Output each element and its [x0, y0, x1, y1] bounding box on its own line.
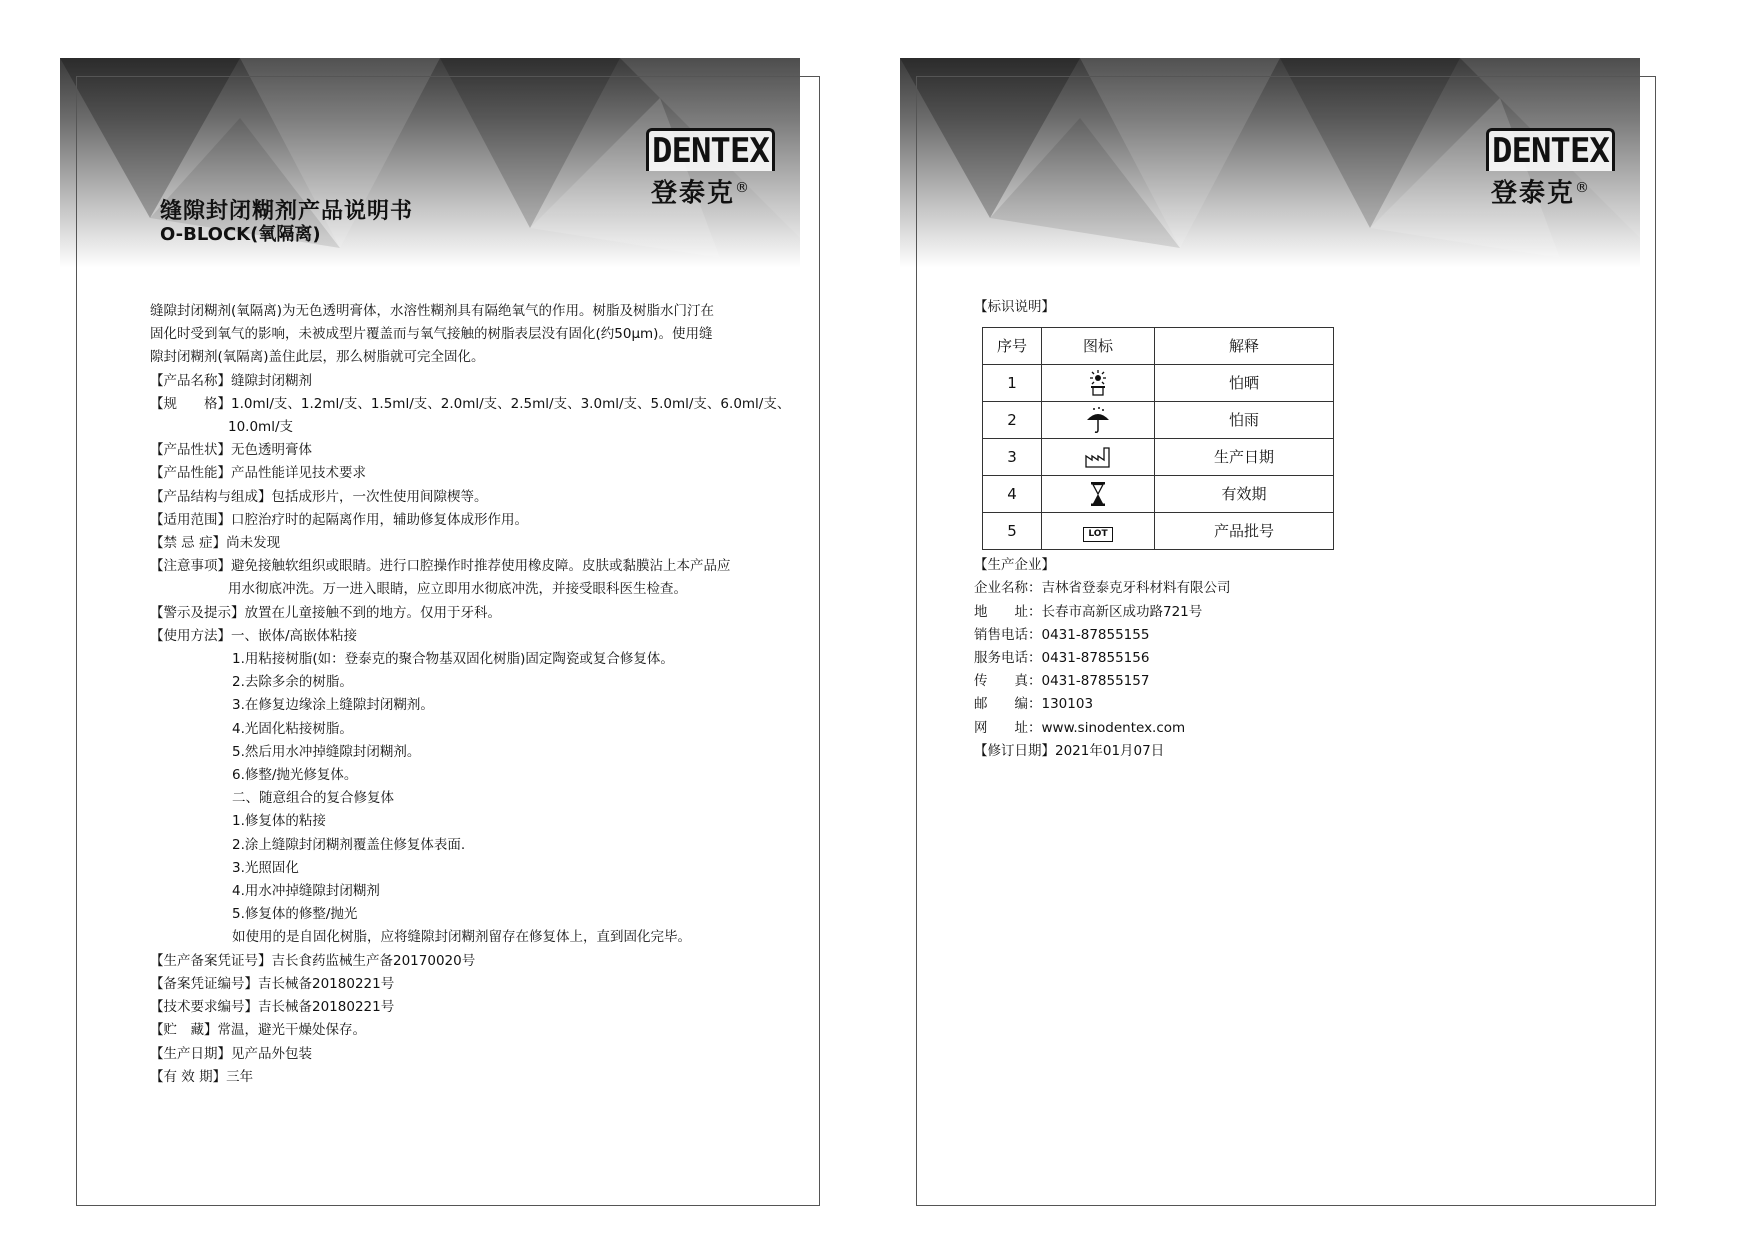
production-record-no: 【生产备案凭证号】吉长食药监械生产备20170020号 — [150, 952, 476, 969]
company-address: 地 址：长春市高新区成功路721号 — [974, 603, 1203, 620]
usage-step: 5.修复体的修整/抛光 — [232, 906, 358, 923]
usage-step: 1.用粘接树脂(如：登泰克的聚合物基双固化树脂)固定陶瓷或复合修复体。 — [232, 651, 674, 668]
application-scope: 【适用范围】口腔治疗时的起隔离作用，辅助修复体成形作用。 — [150, 511, 528, 528]
spec-line: 【规 格】1.0ml/支、1.2ml/支、1.5ml/支、2.0ml/支、2.5ml/支、3.0ml/支、5.0ml/支、6.0ml/支、 — [150, 395, 791, 412]
table-row — [983, 476, 1334, 513]
row-number: 5 — [983, 513, 1042, 550]
symbols-heading: 【标识说明】 — [974, 299, 1055, 315]
usage-step: 1.修复体的粘接 — [232, 813, 326, 830]
table-row — [983, 402, 1334, 439]
service-phone: 服务电话：0431-87855156 — [974, 650, 1150, 667]
symbols-table — [982, 327, 1334, 550]
intro-line: 固化时受到氧气的影响，未被成型片覆盖而与氧气接触的树脂表层没有固化(约50μm)。使用缝 — [150, 326, 713, 343]
intro-line: 隙封闭糊剂(氧隔离)盖住此层，那么树脂就可完全固化。 — [150, 349, 485, 366]
keep-away-from-sunlight-icon — [1042, 365, 1155, 402]
sales-phone: 销售电话：0431-87855155 — [974, 626, 1150, 643]
column-header: 图标 — [1042, 328, 1155, 365]
row-label: 产品批号 — [1155, 513, 1334, 550]
row-number: 4 — [983, 476, 1042, 513]
usage-step: 5.然后用水冲掉缝隙封闭糊剂。 — [232, 743, 421, 760]
right-page — [900, 58, 1640, 1203]
usage-subheading: 二、随意组合的复合修复体 — [232, 790, 394, 807]
table-row — [983, 513, 1334, 550]
brand-logo — [646, 128, 769, 209]
usage-step: 3.光照固化 — [232, 859, 299, 876]
intro-line: 缝隙封闭糊剂(氧隔离)为无色透明膏体，水溶性糊剂具有隔绝氧气的作用。树脂及树脂水门汀在 — [150, 303, 715, 319]
table-row — [983, 439, 1334, 476]
company-heading: 【生产企业】 — [974, 557, 1055, 574]
product-name: 【产品名称】缝隙封闭糊剂 — [150, 372, 312, 389]
usage-step: 2.去除多余的树脂。 — [232, 674, 353, 691]
spec-line-cont: 10.0ml/支 — [228, 419, 294, 436]
warning: 【警示及提示】放置在儿童接触不到的地方。仅用于牙科。 — [150, 604, 501, 621]
instructions-body — [150, 300, 791, 1089]
usage-note: 如使用的是自固化树脂，应将缝隙封闭糊剂留存在修复体上，直到固化完毕。 — [232, 929, 691, 946]
row-number: 1 — [983, 365, 1042, 402]
logo-chinese: 登泰克® — [1490, 178, 1591, 209]
keep-dry-umbrella-icon — [1042, 402, 1155, 439]
manufacture-date: 【生产日期】见产品外包装 — [150, 1045, 312, 1062]
tech-requirement-no: 【技术要求编号】吉长械备20180221号 — [150, 999, 395, 1016]
validity-period: 【有 效 期】三年 — [150, 1068, 254, 1085]
website: 网 址：www.sinodentex.com — [974, 719, 1186, 736]
usage-step: 4.用水冲掉缝隙封闭糊剂 — [232, 883, 380, 900]
row-label: 怕雨 — [1155, 402, 1334, 439]
column-header: 序号 — [983, 328, 1042, 365]
filing-certificate-no: 【备案凭证编号】吉长械备20180221号 — [150, 975, 395, 992]
fax-number: 传 真：0431-87855157 — [974, 673, 1150, 690]
caution-line-cont: 用水彻底冲洗。万一进入眼睛，应立即用水彻底冲洗，并接受眼科医生检查。 — [228, 581, 687, 598]
date-of-manufacture-icon — [1042, 439, 1155, 476]
revision-date: 【修订日期】2021年01月07日 — [974, 742, 1165, 759]
table-row — [983, 365, 1334, 402]
usage-heading: 【使用方法】一、嵌体/高嵌体粘接 — [150, 627, 358, 644]
table-header-row — [983, 328, 1334, 365]
product-property: 【产品性状】无色透明膏体 — [150, 442, 312, 459]
company-name: 企业名称：吉林省登泰克牙科材料有限公司 — [974, 580, 1231, 597]
page-subtitle: O-BLOCK(氧隔离) — [160, 224, 321, 245]
left-page — [60, 58, 800, 1203]
use-by-date-hourglass-icon — [1042, 476, 1155, 513]
row-label: 生产日期 — [1155, 439, 1334, 476]
row-label: 怕晒 — [1155, 365, 1334, 402]
storage: 【贮 藏】常温，避光干燥处保存。 — [150, 1022, 366, 1039]
row-number: 2 — [983, 402, 1042, 439]
brand-logo — [1486, 128, 1609, 209]
logo-wordmark: DENTEX — [1486, 128, 1615, 171]
contraindications: 【禁 忌 症】尚未发现 — [150, 535, 281, 552]
product-performance: 【产品性能】产品性能详见技术要求 — [150, 465, 366, 482]
caution-line: 【注意事项】避免接触软组织或眼睛。进行口腔操作时推荐使用橡皮障。皮肤或黏膜沾上本产品应 — [150, 558, 731, 575]
row-label: 有效期 — [1155, 476, 1334, 513]
logo-wordmark: DENTEX — [646, 128, 775, 171]
row-number: 3 — [983, 439, 1042, 476]
usage-step: 4.光固化粘接树脂。 — [232, 720, 353, 737]
postal-code: 邮 编：130103 — [974, 696, 1094, 713]
page-title: 缝隙封闭糊剂产品说明书 — [160, 199, 414, 224]
usage-step: 3.在修复边缘涂上缝隙封闭糊剂。 — [232, 697, 434, 714]
right-body — [974, 296, 1574, 763]
column-header: 解释 — [1155, 328, 1334, 365]
lot-number-icon — [1042, 513, 1155, 550]
usage-step: 6.修整/抛光修复体。 — [232, 767, 358, 784]
product-structure: 【产品结构与组成】包括成形片，一次性使用间隙楔等。 — [150, 488, 488, 505]
lot-badge: LOT — [1083, 527, 1112, 542]
usage-step: 2.涂上缝隙封闭糊剂覆盖住修复体表面. — [232, 836, 466, 853]
logo-chinese: 登泰克® — [650, 178, 751, 209]
